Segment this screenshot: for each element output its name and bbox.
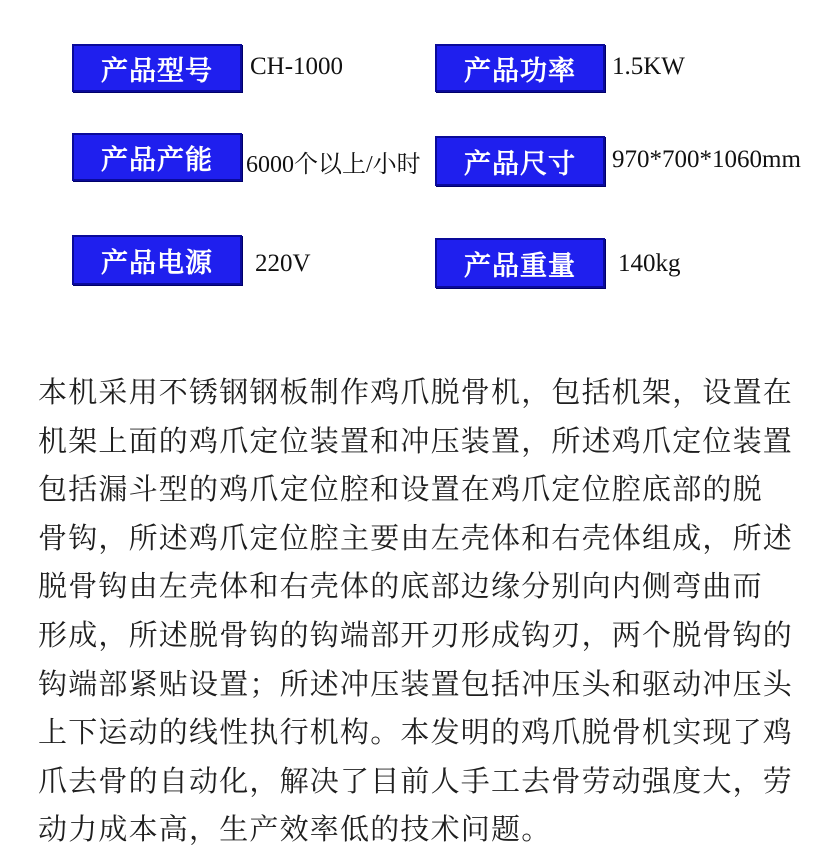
description-line: 本机采用不锈钢钢板制作鸡爪脱骨机，包括机架，设置在 bbox=[38, 375, 794, 409]
power-value: 1.5KW bbox=[612, 53, 685, 80]
description-line: 上下运动的线性执行机构。本发明的鸡爪脱骨机实现了鸡 bbox=[38, 715, 794, 750]
description-line: 机架上面的鸡爪定位装置和冲压装置，所述鸡爪定位装置 bbox=[38, 423, 794, 458]
description-line: 钩端部紧贴设置；所述冲压装置包括冲压头和驱动冲压头 bbox=[38, 666, 794, 701]
description-line: 包括漏斗型的鸡爪定位腔和设置在鸡爪定位腔底部的脱 bbox=[38, 472, 763, 507]
product-description bbox=[38, 368, 818, 854]
size-label: 产品尺寸 bbox=[435, 136, 605, 186]
weight-label: 产品重量 bbox=[435, 238, 605, 288]
model-label: 产品型号 bbox=[72, 44, 242, 92]
description-line: 脱骨钩由左壳体和右壳体的底部边缘分别向内侧弯曲而 bbox=[38, 569, 763, 604]
description-line: 骨钩，所述鸡爪定位腔主要由左壳体和右壳体组成，所述 bbox=[38, 520, 794, 555]
description-line: 动力成本高，生产效率低的技术问题。 bbox=[38, 812, 552, 847]
voltage-label: 产品电源 bbox=[72, 235, 242, 285]
capacity-value: 6000个以上/小时 bbox=[246, 152, 421, 178]
size-value: 970*700*1060mm bbox=[612, 146, 801, 173]
description-line: 形成，所述脱骨钩的钩端部开刃形成钩刃，两个脱骨钩的 bbox=[38, 617, 794, 652]
description-line: 爪去骨的自动化，解决了目前人手工去骨劳动强度大，劳 bbox=[38, 763, 794, 798]
capacity-label: 产品产能 bbox=[72, 133, 242, 181]
weight-value: 140kg bbox=[618, 250, 681, 277]
model-value: CH-1000 bbox=[250, 53, 344, 80]
power-label: 产品功率 bbox=[435, 44, 605, 92]
voltage-value: 220V bbox=[255, 250, 311, 277]
